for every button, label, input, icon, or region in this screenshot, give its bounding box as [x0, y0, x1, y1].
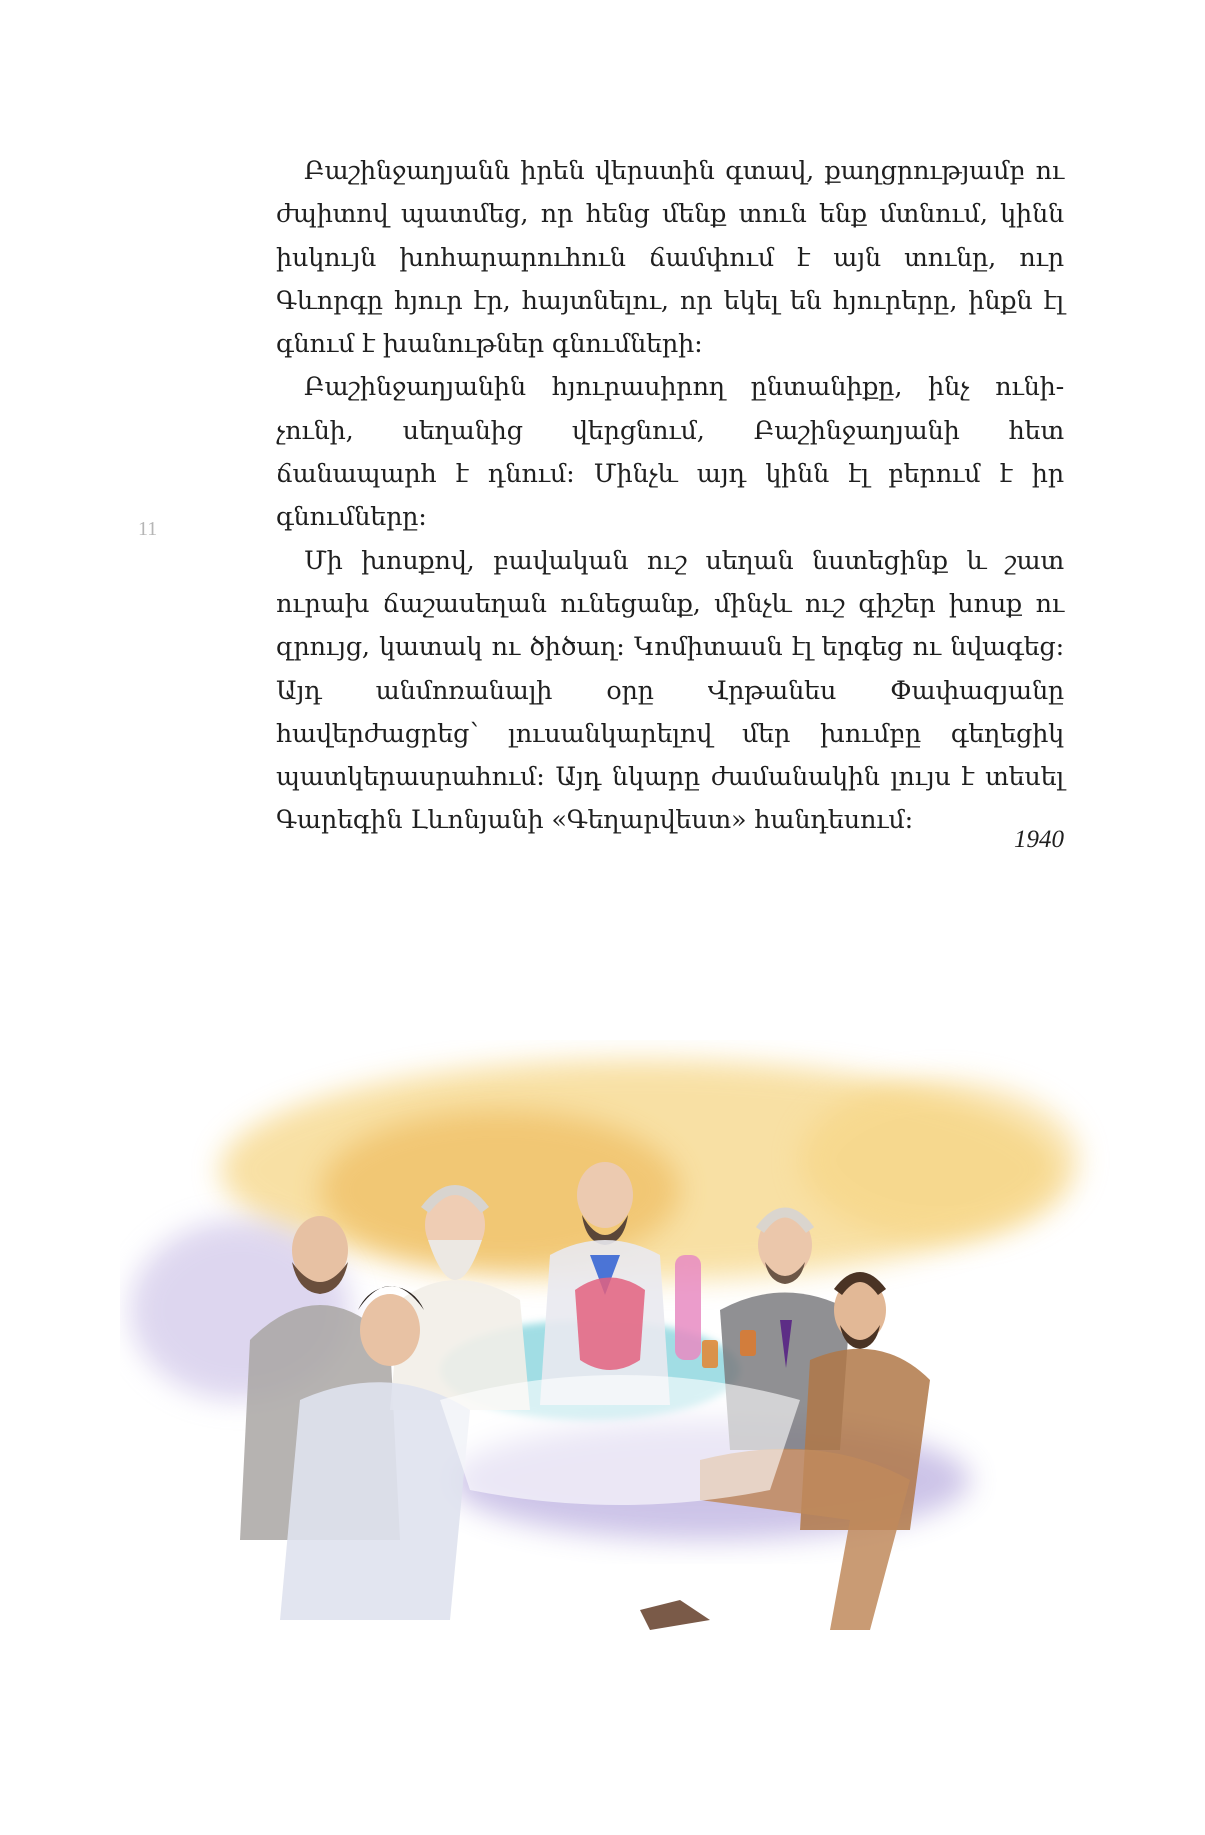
- watercolor-illustration: [120, 1040, 1120, 1660]
- paragraph-3: Մի խոսքով, բավական ուշ սեղան նստեցինք և շատ ուրախ ճաշասեղան ունեցանք, մինչև ուշ գիշեր խոսք ու զրույց, կատակ ու ծիծաղ: Կոմիտասն էլ երգեց ու նվագեց: Այդ անմոռանալի օրը Վրթանես Փափազյանը հավերժացրեց՝ լուսանկարելով մեր խումբը գեղեցիկ պատկերասրահում: Այդ նկարը ժամանակին լույս է տեսել Գարեգին Լևոնյանի «Գեղարվեստ» հանդեսում:: [276, 545, 1064, 836]
- group-at-table-icon: [120, 1040, 1120, 1660]
- paragraph-2: Բաշինջաղյանին հյուրասիրող ընտանիքը, ինչ ունի-չունի, սեղանից վերցնում, Բաշինջաղյանի հետ ճանապարհ է դնում: Մինչև այդ կինն էլ բերում է իր գնումները:: [276, 372, 1064, 533]
- date-caption: 1940: [1014, 826, 1064, 853]
- body-text: [276, 150, 1064, 843]
- paragraph-1: Բաշինջաղյանն իրեն վերստին գտավ, քաղցրությամբ ու ժպիտով պատմեց, որ հենց մենք տուն ենք մտնում, կինն իսկույն խոհարարուհուն ճամփում է այն տունը, ուր Գևորգը հյուր էր, հայտնելու, որ եկել են հյուրերը, ինքն էլ գնում է խանութներ գնումների:: [276, 156, 1064, 360]
- page-number: 11: [138, 518, 158, 540]
